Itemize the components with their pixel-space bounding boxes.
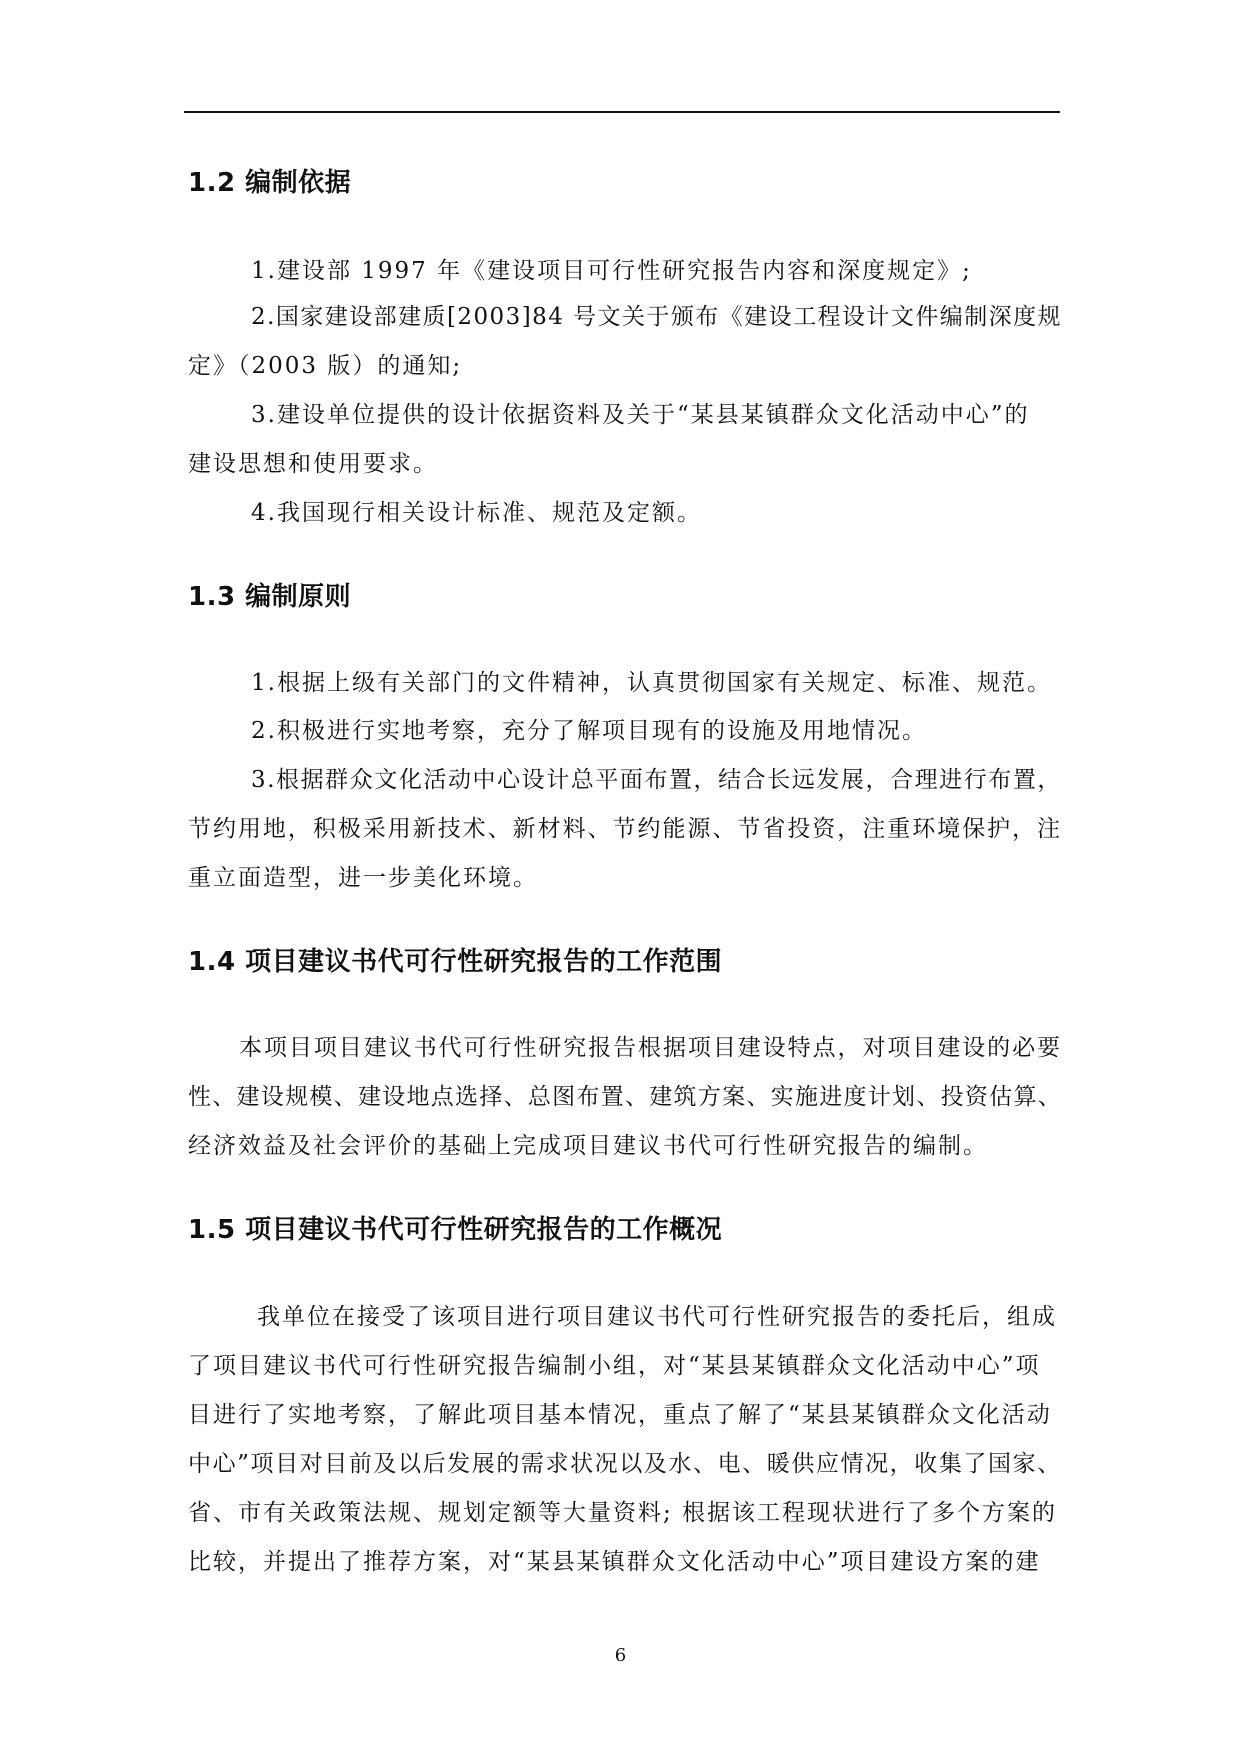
section-heading: 1.2 编制依据 bbox=[188, 168, 352, 198]
paragraph-line: 本项目项目建议书代可行性研究报告根据项目建设特点，对项目建设的必要 bbox=[239, 1035, 1062, 1061]
section-heading: 1.5 项目建议书代可行性研究报告的工作概况 bbox=[188, 1215, 723, 1245]
paragraph-line: 节约用地，积极采用新技术、新材料、节约能源、节省投资，注重环境保护，注 bbox=[188, 816, 1062, 842]
paragraph-line: 2.积极进行实地考察，充分了解项目现有的设施及用地情况。 bbox=[251, 718, 927, 744]
paragraph-line: 性、建设规模、建设地点选择、总图布置、建筑方案、实施进度计划、投资估算、 bbox=[188, 1084, 1062, 1110]
paragraph-line: 定》（2003 版）的通知; bbox=[188, 353, 463, 379]
paragraph-line: 经济效益及社会评价的基础上完成项目建议书代可行性研究报告的编制。 bbox=[188, 1133, 988, 1159]
paragraph-line: 中心”项目对目前及以后发展的需求状况以及水、电、暖供应情况，收集了国家、 bbox=[188, 1451, 1062, 1477]
paragraph-line: 我单位在接受了该项目进行项目建议书代可行性研究报告的委托后，组成 bbox=[257, 1304, 1057, 1330]
paragraph-line: 3.根据群众文化活动中心设计总平面布置，结合长远发展，合理进行布置， bbox=[251, 767, 1062, 793]
section-heading: 1.3 编制原则 bbox=[188, 582, 352, 612]
paragraph-line: 2.国家建设部建质[2003]84 号文关于颁布《建设工程设计文件编制深度规 bbox=[251, 304, 1063, 330]
paragraph-line: 重立面造型，进一步美化环境。 bbox=[188, 865, 538, 891]
paragraph-line: 1.建设部 1997 年《建设项目可行性研究报告内容和深度规定》; bbox=[251, 258, 972, 284]
paragraph-line: 4.我国现行相关设计标准、规范及定额。 bbox=[251, 500, 702, 526]
paragraph-line: 了项目建议书代可行性研究报告编制小组，对“某县某镇群众文化活动中心”项 bbox=[188, 1353, 1041, 1379]
paragraph-line: 1.根据上级有关部门的文件精神，认真贯彻国家有关规定、标准、规范。 bbox=[251, 670, 1052, 696]
paragraph-line: 目进行了实地考察，了解此项目基本情况，重点了解了“某县某镇群众文化活动 bbox=[188, 1402, 1052, 1428]
section-heading: 1.4 项目建议书代可行性研究报告的工作范围 bbox=[188, 947, 723, 977]
paragraph-line: 3.建设单位提供的设计依据资料及关于“某县某镇群众文化活动中心”的 bbox=[251, 402, 1030, 428]
paragraph-line: 比较，并提出了推荐方案，对“某县某镇群众文化活动中心”项目建设方案的建 bbox=[188, 1549, 1041, 1575]
paragraph-line: 省、市有关政策法规、规划定额等大量资料; 根据该工程现状进行了多个方案的 bbox=[188, 1500, 1058, 1526]
page-number: 6 bbox=[614, 1645, 627, 1666]
header-rule bbox=[184, 111, 1060, 113]
paragraph-line: 建设思想和使用要求。 bbox=[188, 451, 438, 477]
